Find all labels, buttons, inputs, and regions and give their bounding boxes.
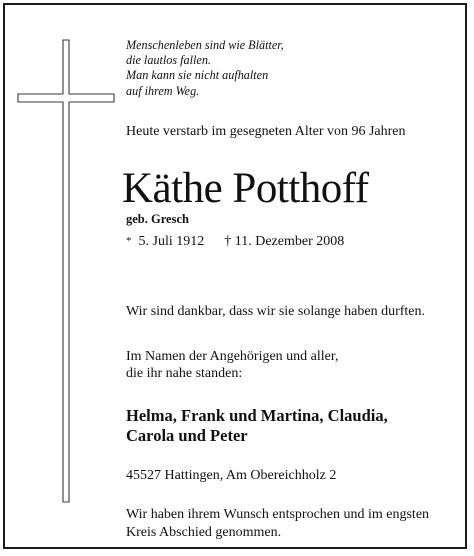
family-line: Carola und Peter <box>126 425 248 445</box>
behalf-line: Im Namen der Angehörigen und aller, <box>126 349 339 364</box>
life-dates <box>126 234 344 250</box>
verse-line: auf ihrem Weg. <box>126 83 200 98</box>
verse-line: Man kann sie nicht aufhalten <box>126 68 269 83</box>
thanks-text: Wir sind dankbar, dass wir sie solange haben durften. <box>126 304 426 319</box>
farewell-line: Kreis Abschied genommen. <box>126 524 282 540</box>
memorial-verse <box>126 38 284 99</box>
death-dagger-icon: † <box>224 234 232 249</box>
farewell-note <box>126 506 429 541</box>
behalf-line: die ihr nahe standen: <box>126 366 243 381</box>
maiden-name: geb. Gresch <box>126 212 189 226</box>
family-line: Helma, Frank und Martina, Claudia, <box>126 406 388 425</box>
deceased-name: Käthe Potthoff <box>122 165 369 212</box>
birth-star-icon: * <box>126 235 132 247</box>
death-date: 11. Dezember 2008 <box>234 234 345 249</box>
verse-line: die lautlos fallen. <box>126 53 211 68</box>
farewell-line: Wir haben ihrem Wunsch entsprochen und im engsten <box>126 507 430 522</box>
on-behalf-text <box>126 348 338 382</box>
birth-date: 5. Juli 1912 <box>138 234 205 249</box>
family-names <box>126 406 388 445</box>
verse-line: Menschenleben sind wie Blätter, <box>126 38 284 52</box>
mourning-address: 45527 Hattingen, Am Obereichholz 2 <box>126 468 337 483</box>
death-announcement-intro: Heute verstarb im gesegneten Alter von 96 Jahren <box>126 124 406 139</box>
cross-icon <box>16 36 116 506</box>
